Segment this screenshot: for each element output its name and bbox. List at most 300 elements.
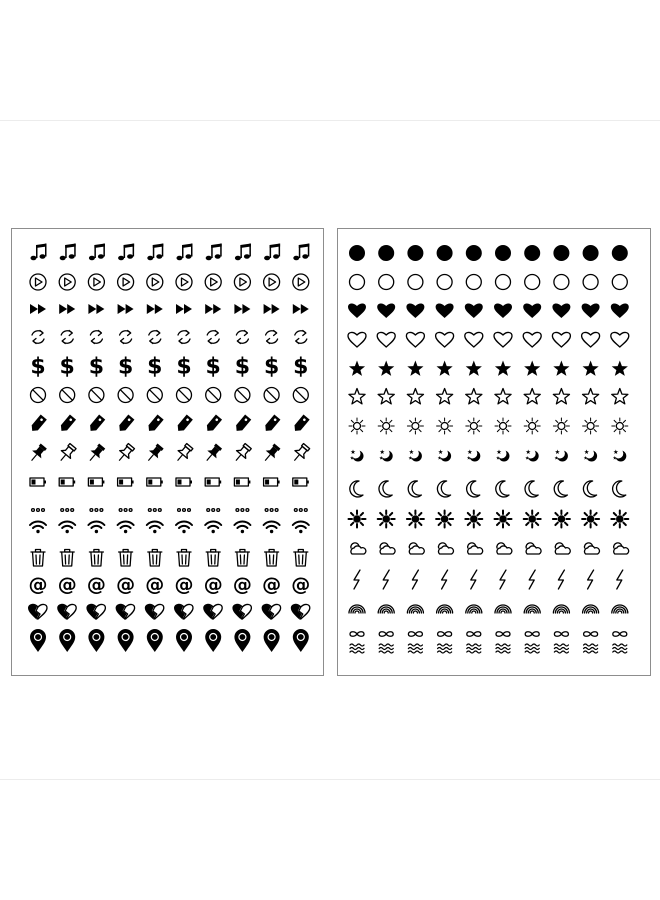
crescent-moon-icon <box>496 481 509 497</box>
sticker-row <box>350 449 626 462</box>
outline-star-icon <box>612 389 628 404</box>
waves-icon <box>613 644 627 653</box>
rainbow-icon <box>437 605 453 613</box>
wifi-icon <box>293 522 309 534</box>
filled-heart-icon <box>494 303 512 318</box>
at-sign-icon <box>145 574 164 596</box>
battery-icon <box>264 478 280 486</box>
sticker-row <box>349 389 628 404</box>
sticker-row <box>31 388 309 403</box>
ellipsis-dots-icon <box>265 509 278 512</box>
filled-star-icon <box>553 361 569 376</box>
filled-heart-icon <box>582 303 600 318</box>
battery-icon <box>293 478 309 486</box>
battery-icon <box>88 478 104 486</box>
svg-text:@: @ <box>57 573 77 596</box>
play-circle-icon <box>176 274 192 290</box>
wifi-icon <box>118 522 134 534</box>
dollar-sign-icon <box>89 355 104 380</box>
wifi-icon <box>147 522 163 534</box>
broken-heart-icon <box>291 604 310 619</box>
no-entry-icon <box>206 388 221 403</box>
rainbow-icon <box>553 605 569 613</box>
location-pin-icon <box>59 629 75 652</box>
refresh-icon <box>207 331 219 344</box>
lightning-bolt-icon <box>471 570 477 589</box>
wifi-icon <box>205 522 221 534</box>
crescent-moon-icon <box>437 481 450 497</box>
broken-heart-icon <box>116 604 135 619</box>
cloud-sun-icon <box>409 543 424 554</box>
left-sticker-sheet <box>11 228 324 676</box>
filled-heart-icon <box>436 303 454 318</box>
sun-outline-icon <box>437 418 453 434</box>
crescent-moon-icon <box>379 481 392 497</box>
filled-circle-icon <box>553 245 569 261</box>
sticker-row <box>349 511 629 528</box>
music-note-icon <box>60 244 76 261</box>
filled-star-icon <box>378 361 394 376</box>
no-entry-icon <box>235 388 250 403</box>
price-tag-icon <box>58 415 76 434</box>
trash-can-icon <box>148 550 162 567</box>
play-circle-icon <box>59 274 75 290</box>
location-pin-icon <box>118 629 134 652</box>
battery-icon <box>147 478 163 486</box>
sticker-row <box>31 550 308 567</box>
sun-outline-icon <box>612 418 628 434</box>
outline-circle-icon <box>554 275 569 290</box>
refresh-icon <box>295 331 307 344</box>
price-tag-icon <box>292 415 310 434</box>
ellipsis-dots-icon <box>32 509 45 512</box>
filled-heart-icon <box>552 303 570 318</box>
lightning-bolt-icon <box>529 570 535 589</box>
rainbow-icon <box>407 605 423 613</box>
infinity-icon <box>408 632 422 637</box>
infinity-icon <box>613 632 627 637</box>
play-circle-icon <box>234 274 250 290</box>
filled-star-icon <box>495 361 511 376</box>
sticker-row <box>349 361 628 376</box>
ellipsis-dots-icon <box>90 509 103 512</box>
sticker-row <box>354 570 623 589</box>
fast-forward-icon <box>205 304 221 314</box>
wifi-icon <box>88 522 104 534</box>
push-pin-icon <box>85 442 106 464</box>
lightning-bolt-icon <box>412 570 418 589</box>
fast-forward-icon <box>264 304 280 314</box>
sticker-row <box>27 442 311 464</box>
music-note-icon <box>89 244 105 261</box>
moon-stars-icon <box>467 449 480 462</box>
outline-heart-icon <box>494 332 512 347</box>
moon-stars-icon <box>379 449 392 462</box>
ellipsis-dots-icon <box>119 509 132 512</box>
at-sign-icon <box>87 574 106 596</box>
rainbow-icon <box>378 605 394 613</box>
sticker-row <box>350 644 627 653</box>
ellipsis-dots-icon <box>61 509 74 512</box>
rainbow-icon <box>349 605 365 613</box>
filled-star-icon <box>437 361 453 376</box>
price-tag-icon <box>117 415 135 434</box>
dollar-sign-icon <box>30 355 45 380</box>
push-pin-icon <box>56 442 77 464</box>
sun-filled-icon <box>495 511 512 528</box>
waves-icon <box>467 644 481 653</box>
moon-stars-icon <box>613 449 626 462</box>
waves-icon <box>350 644 364 653</box>
filled-heart-icon <box>406 303 424 318</box>
price-tag-icon <box>204 415 222 434</box>
outline-heart-icon <box>406 332 424 347</box>
filled-heart-icon <box>465 303 483 318</box>
sticker-row <box>348 303 629 318</box>
battery-icon <box>176 478 192 486</box>
filled-star-icon <box>349 361 365 376</box>
infinity-icon <box>467 632 481 637</box>
rainbow-icon <box>495 605 511 613</box>
at-sign-icon <box>116 574 135 596</box>
location-pin-icon <box>293 629 309 652</box>
music-note-icon <box>206 244 222 261</box>
sticker-row <box>32 331 307 344</box>
play-circle-icon <box>293 274 309 290</box>
outline-star-icon <box>466 389 482 404</box>
wifi-icon <box>234 522 250 534</box>
dollar-sign-icon <box>293 355 308 380</box>
battery-icon <box>118 478 134 486</box>
sun-outline-icon <box>583 418 599 434</box>
at-sign-icon <box>233 574 252 596</box>
svg-text:$: $ <box>59 354 75 380</box>
ellipsis-dots-icon <box>178 509 191 512</box>
sticker-row <box>32 509 308 512</box>
outline-star-icon <box>349 389 365 404</box>
sticker-row <box>349 605 628 613</box>
cloud-sun-icon <box>526 543 541 554</box>
sticker-row <box>351 543 629 554</box>
infinity-icon <box>350 632 364 637</box>
infinity-icon <box>584 632 598 637</box>
infinity-icon <box>554 632 568 637</box>
cloud-sun-icon <box>380 543 395 554</box>
push-pin-icon <box>27 442 48 464</box>
cloud-sun-icon <box>351 543 366 554</box>
right-sticker-sheet <box>337 228 651 676</box>
broken-heart-icon <box>203 604 222 619</box>
sticker-row <box>30 629 309 652</box>
svg-text:@: @ <box>262 573 282 596</box>
push-pin-icon <box>202 442 223 464</box>
at-sign-icon <box>29 574 48 596</box>
outline-star-icon <box>553 389 569 404</box>
trash-can-icon <box>177 550 191 567</box>
location-pin-icon <box>30 629 46 652</box>
at-sign-icon <box>262 574 281 596</box>
music-note-icon <box>147 244 163 261</box>
at-sign-icon <box>58 574 77 596</box>
moon-stars-icon <box>438 449 451 462</box>
sticker-row <box>350 275 628 290</box>
crescent-moon-icon <box>467 481 480 497</box>
rainbow-icon <box>524 605 540 613</box>
broken-heart-icon <box>145 604 164 619</box>
fast-forward-icon <box>30 304 46 314</box>
moon-stars-icon <box>409 449 422 462</box>
location-pin-icon <box>205 629 221 652</box>
location-pin-icon <box>176 629 192 652</box>
cloud-sun-icon <box>468 543 483 554</box>
sticker-row <box>30 522 309 534</box>
svg-text:$: $ <box>30 354 46 380</box>
outline-heart-icon <box>582 332 600 347</box>
music-note-icon <box>31 244 47 261</box>
lightning-bolt-icon <box>354 570 360 589</box>
moon-stars-icon <box>525 449 538 462</box>
sun-outline-icon <box>378 418 394 434</box>
trash-can-icon <box>206 550 220 567</box>
sun-outline-icon <box>349 418 365 434</box>
refresh-icon <box>120 331 132 344</box>
sticker-row <box>349 245 628 261</box>
cloud-sun-icon <box>584 543 599 554</box>
no-entry-icon <box>264 388 279 403</box>
outline-heart-icon <box>523 332 541 347</box>
sticker-row <box>350 632 627 637</box>
no-entry-icon <box>31 388 46 403</box>
filled-heart-icon <box>348 303 366 318</box>
svg-text:$: $ <box>176 354 192 380</box>
dollar-sign-icon <box>176 355 191 380</box>
location-pin-icon <box>88 629 104 652</box>
crescent-moon-icon <box>408 481 421 497</box>
no-entry-icon <box>293 388 308 403</box>
svg-text:@: @ <box>28 573 48 596</box>
cloud-sun-icon <box>438 543 453 554</box>
svg-text:@: @ <box>116 573 136 596</box>
crescent-moon-icon <box>350 481 363 497</box>
broken-heart-icon <box>232 604 251 619</box>
svg-text:@: @ <box>145 573 165 596</box>
filled-heart-icon <box>377 303 395 318</box>
outline-heart-icon <box>611 332 629 347</box>
lightning-bolt-icon <box>500 570 506 589</box>
outline-circle-icon <box>525 275 540 290</box>
play-circle-icon <box>88 274 104 290</box>
sticker-row <box>349 418 628 434</box>
battery-icon <box>234 478 250 486</box>
sun-filled-icon <box>349 511 366 528</box>
battery-icon <box>205 478 221 486</box>
sun-outline-icon <box>553 418 569 434</box>
sun-filled-icon <box>553 511 570 528</box>
moon-stars-icon <box>350 449 363 462</box>
left-sheet-icons <box>12 229 323 675</box>
sun-filled-icon <box>465 511 482 528</box>
push-pin-icon <box>115 442 136 464</box>
filled-star-icon <box>612 361 628 376</box>
refresh-icon <box>149 331 161 344</box>
dollar-sign-icon <box>118 355 133 380</box>
lightning-bolt-icon <box>558 570 564 589</box>
push-pin-icon <box>290 442 311 464</box>
fast-forward-icon <box>234 304 250 314</box>
battery-icon <box>59 478 75 486</box>
sun-filled-icon <box>582 511 599 528</box>
filled-star-icon <box>583 361 599 376</box>
ellipsis-dots-icon <box>148 509 161 512</box>
music-note-icon <box>177 244 193 261</box>
svg-text:@: @ <box>174 573 194 596</box>
svg-text:$: $ <box>88 354 105 380</box>
play-circle-icon <box>205 274 221 290</box>
svg-text:$: $ <box>147 354 163 380</box>
outline-heart-icon <box>377 332 395 347</box>
sticker-row <box>29 415 309 434</box>
wifi-icon <box>59 522 75 534</box>
sun-outline-icon <box>407 418 423 434</box>
broken-heart-icon <box>262 604 281 619</box>
outline-star-icon <box>524 389 540 404</box>
sun-outline-icon <box>524 418 540 434</box>
price-tag-icon <box>146 415 164 434</box>
sun-filled-icon <box>407 511 424 528</box>
outline-circle-icon <box>437 275 452 290</box>
outline-heart-icon <box>348 332 366 347</box>
lightning-bolt-icon <box>442 570 448 589</box>
svg-text:$: $ <box>117 354 134 380</box>
play-circle-icon <box>30 274 46 290</box>
filled-circle-icon <box>378 245 394 261</box>
svg-text:$: $ <box>234 354 251 380</box>
no-entry-icon <box>118 388 133 403</box>
crescent-moon-icon <box>583 481 596 497</box>
price-tag-icon <box>175 415 193 434</box>
crescent-moon-icon <box>613 481 626 497</box>
cloud-sun-icon <box>497 543 512 554</box>
wifi-icon <box>176 522 192 534</box>
price-tag-icon <box>234 415 252 434</box>
broken-heart-icon <box>28 604 47 619</box>
filled-circle-icon <box>583 245 599 261</box>
sticker-row <box>30 478 309 486</box>
location-pin-icon <box>264 629 280 652</box>
sticker-row <box>350 481 626 497</box>
refresh-icon <box>178 331 190 344</box>
fast-forward-icon <box>118 304 134 314</box>
trash-can-icon <box>119 550 133 567</box>
broken-heart-icon <box>57 604 76 619</box>
music-note-icon <box>235 244 251 261</box>
outline-circle-icon <box>408 275 423 290</box>
ellipsis-dots-icon <box>207 509 220 512</box>
svg-text:$: $ <box>205 354 221 380</box>
waves-icon <box>554 644 568 653</box>
sun-filled-icon <box>436 511 453 528</box>
lightning-bolt-icon <box>383 570 389 589</box>
sticker-row <box>28 604 310 619</box>
outline-circle-icon <box>466 275 481 290</box>
outline-heart-icon <box>552 332 570 347</box>
dollar-sign-icon <box>147 355 162 380</box>
outline-star-icon <box>495 389 511 404</box>
lightning-bolt-icon <box>588 570 594 589</box>
trash-can-icon <box>265 550 279 567</box>
sticker-row <box>30 355 308 380</box>
filled-star-icon <box>407 361 423 376</box>
crescent-moon-icon <box>554 481 567 497</box>
outline-circle-icon <box>496 275 511 290</box>
fast-forward-icon <box>176 304 192 314</box>
sun-outline-icon <box>466 418 482 434</box>
location-pin-icon <box>147 629 163 652</box>
rainbow-icon <box>466 605 482 613</box>
filled-circle-icon <box>495 245 511 261</box>
outline-star-icon <box>407 389 423 404</box>
waves-icon <box>584 644 598 653</box>
dollar-sign-icon <box>235 355 250 380</box>
play-circle-icon <box>118 274 134 290</box>
filled-circle-icon <box>466 245 482 261</box>
sticker-row <box>30 304 309 314</box>
music-note-icon <box>118 244 134 261</box>
wifi-icon <box>264 522 280 534</box>
push-pin-icon <box>261 442 282 464</box>
infinity-icon <box>438 632 452 637</box>
filled-star-icon <box>524 361 540 376</box>
infinity-icon <box>525 632 539 637</box>
trash-can-icon <box>60 550 74 567</box>
outline-star-icon <box>378 389 394 404</box>
moon-stars-icon <box>496 449 509 462</box>
price-tag-icon <box>29 415 47 434</box>
filled-circle-icon <box>524 245 540 261</box>
refresh-icon <box>90 331 102 344</box>
sticker-row <box>348 332 629 347</box>
filled-circle-icon <box>349 245 365 261</box>
filled-circle-icon <box>437 245 453 261</box>
dollar-sign-icon <box>206 355 221 380</box>
outline-circle-icon <box>379 275 394 290</box>
filled-star-icon <box>466 361 482 376</box>
rainbow-icon <box>612 605 628 613</box>
broken-heart-icon <box>86 604 105 619</box>
waves-icon <box>525 644 539 653</box>
trash-can-icon <box>89 550 103 567</box>
at-sign-icon <box>291 574 310 596</box>
cloud-sun-icon <box>555 543 570 554</box>
sun-filled-icon <box>611 511 628 528</box>
svg-text:$: $ <box>263 354 280 380</box>
outline-circle-icon <box>583 275 598 290</box>
dollar-sign-icon <box>264 355 279 380</box>
ellipsis-dots-icon <box>294 509 307 512</box>
play-circle-icon <box>147 274 163 290</box>
outline-circle-icon <box>612 275 627 290</box>
no-entry-icon <box>89 388 104 403</box>
push-pin-icon <box>173 442 194 464</box>
right-sheet-icons <box>338 229 650 675</box>
sticker-row <box>31 244 310 261</box>
moon-stars-icon <box>555 449 568 462</box>
outline-star-icon <box>583 389 599 404</box>
battery-icon <box>30 478 46 486</box>
no-entry-icon <box>60 388 75 403</box>
play-circle-icon <box>264 274 280 290</box>
waves-icon <box>496 644 510 653</box>
